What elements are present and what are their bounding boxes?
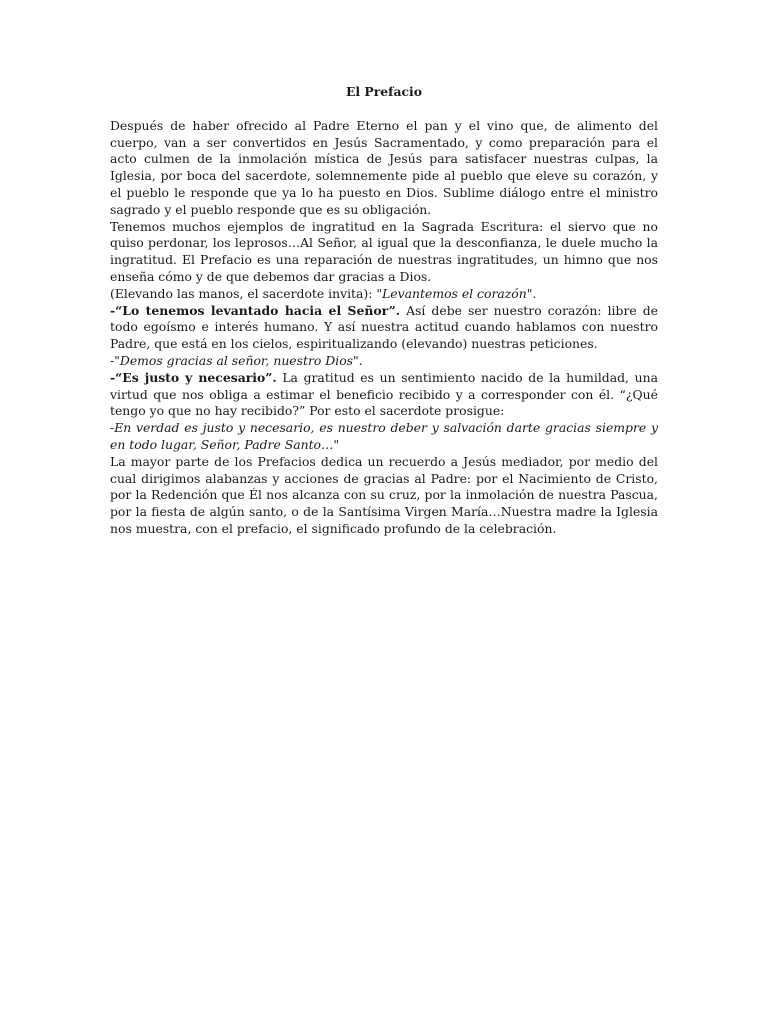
- paragraph-invitation: [110, 286, 658, 303]
- paragraph-response-2: [110, 370, 658, 420]
- paragraph-demos-gracias: [110, 353, 658, 370]
- en-verdad-prefix: -: [110, 420, 115, 436]
- response-1-bold: -“Lo tenemos levantado hacia el Señor”.: [110, 302, 401, 318]
- paragraph-conclusion: La mayor parte de los Prefacios dedica un recuerdo a Jesús mediador, por medio del cual dirigimos alabanzas y acciones de gracias al Padre: por el Nacimiento de Cristo, por la Redención que Él nos alcanza con su cruz, por la inmolación de nuestra Pascua, por la fiesta de algún santo, o de la Santísima Virgen María…Nuestra madre la Iglesia nos muestra, con el prefacio, el significado profundo de la celebración.: [110, 453, 658, 536]
- demos-suffix: .: [358, 352, 363, 368]
- response-2-text: La gratitud es un sentimiento nacido de la humildad, una virtud que nos obliga a estimar el beneficio recibido y a corresponder con él. “¿Qué tengo yo que no hay recibido?” Por esto el sacerdote prosigue:: [110, 369, 658, 419]
- en-verdad-quote: En verdad es justo y necesario, es nuestro deber y salvación darte gracias siempre y en todo lugar, Señor, Padre Santo…": [110, 420, 658, 452]
- document-title: El Prefacio: [345, 84, 423, 99]
- document-page: [110, 84, 658, 538]
- demos-prefix: -: [110, 352, 115, 368]
- invitation-suffix: .: [532, 285, 537, 301]
- demos-quote: "Demos gracias al señor, nuestro Dios": [114, 352, 359, 368]
- paragraph-response-1: [110, 303, 658, 353]
- paragraph-ingratitud: Tenemos muchos ejemplos de ingratitud en la Sagrada Escritura: el siervo que no quiso perdonar, los leprosos…Al Señor, al igual que la desconfianza, le duele mucho la ingratitud. El Prefacio es una reparación de nuestras ingratitudes, un himno que nos enseña cómo y de que debemos dar gracias a Dios.: [110, 218, 658, 284]
- paragraph-intro: Después de haber ofrecido al Padre Eterno el pan y el vino que, de alimento del cuerpo, van a ser convertidos en Jesús Sacramentado, y como preparación para el acto culmen de la inmolación mística de Jesús para satisfacer nuestras culpas, la Iglesia, por boca del sacerdote, solemnemente pide al pueblo que eleve su corazón, y el pueblo le responde que ya lo ha puesto en Dios. Sublime diálogo entre el ministro sagrado y el pueblo responde que es su obligación.: [110, 117, 658, 217]
- invitation-prefix: (Elevando las manos, el sacerdote invita):: [110, 285, 377, 301]
- response-2-bold: -“Es justo y necesario”.: [110, 369, 277, 385]
- response-1-text: Así debe ser nuestro corazón: libre de todo egoísmo e interés humano. Y así nuestra actitud cuando hablamos con nuestro Padre, que está en los cielos, espiritualizando (elevando) nuestras peticiones.: [110, 302, 658, 352]
- paragraph-en-verdad: [110, 420, 658, 454]
- invitation-quote: "Levantemos el corazón": [376, 285, 533, 301]
